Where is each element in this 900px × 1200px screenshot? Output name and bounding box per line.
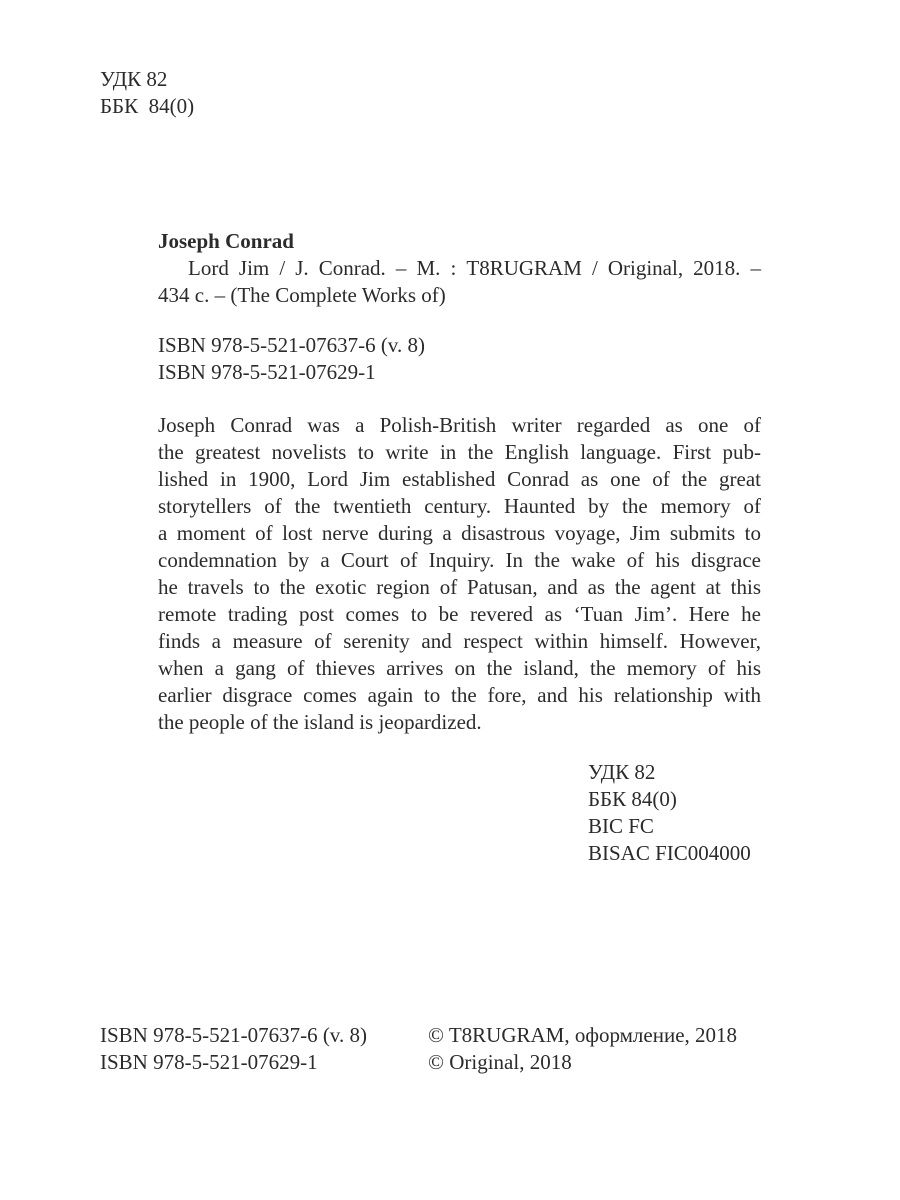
annotation-line: Joseph Conrad was a Polish-British writer regarded as one of (158, 413, 761, 437)
udk-code: УДК 82 (588, 760, 656, 784)
annotation-line: the greatest novelists to write in the English language. First pub- (158, 440, 761, 464)
isbn-line-series: ISBN 978-5-521-07629-1 (100, 1050, 318, 1074)
bibliographic-record-line-2: 434 с. – (The Complete Works of) (158, 283, 446, 307)
udk-code: УДК 82 (100, 67, 168, 91)
bbk-code: ББК 84(0) (100, 94, 195, 118)
annotation-line: the people of the island is jeopardized. (158, 710, 482, 734)
annotation-line: a moment of lost nerve during a disastrous voyage, Jim submits to (158, 521, 761, 545)
annotation-line: remote trading post comes to be revered as ‘Tuan Jim’. Here he (158, 602, 761, 626)
footer-copyright-column (428, 1022, 737, 1076)
classification-codes-block (588, 759, 751, 867)
bbk-code: ББК 84(0) (588, 787, 677, 811)
book-author: Joseph Conrad (158, 229, 294, 253)
annotation-line: earlier disgrace comes again to the fore, and his relationship with (158, 683, 761, 707)
copyright-publisher: © T8RUGRAM, оформление, 2018 (428, 1023, 738, 1047)
footer-isbn-column (100, 1022, 367, 1076)
isbn-line-volume: ISBN 978-5-521-07637-6 (v. 8) (100, 1023, 367, 1047)
top-classification-codes (100, 66, 194, 120)
isbn-line-volume: ISBN 978-5-521-07637-6 (v. 8) (158, 333, 425, 357)
copyright-original: © Original, 2018 (428, 1050, 572, 1074)
annotation-line: lished in 1900, Lord Jim established Conrad as one of the great (158, 467, 761, 491)
bic-code: BIC FC (588, 814, 654, 838)
annotation-line: he travels to the exotic region of Patusan, and as the agent at this (158, 575, 761, 599)
bisac-code: BISAC FIC004000 (588, 841, 751, 865)
annotation-line: finds a measure of serenity and respect within himself. However, (158, 629, 761, 653)
bibliographic-record-line-1: Lord Jim / J. Conrad. – М. : T8RUGRAM / Original, 2018. – (188, 256, 761, 280)
imprint-block (158, 228, 761, 736)
isbn-line-series: ISBN 978-5-521-07629-1 (158, 360, 376, 384)
annotation-line: storytellers of the twentieth century. Haunted by the memory of (158, 494, 761, 518)
isbn-block (158, 332, 761, 386)
annotation-line: when a gang of thieves arrives on the island, the memory of his (158, 656, 761, 680)
annotation-line: condemnation by a Court of Inquiry. In the wake of his disgrace (158, 548, 761, 572)
annotation-paragraph (158, 412, 761, 736)
